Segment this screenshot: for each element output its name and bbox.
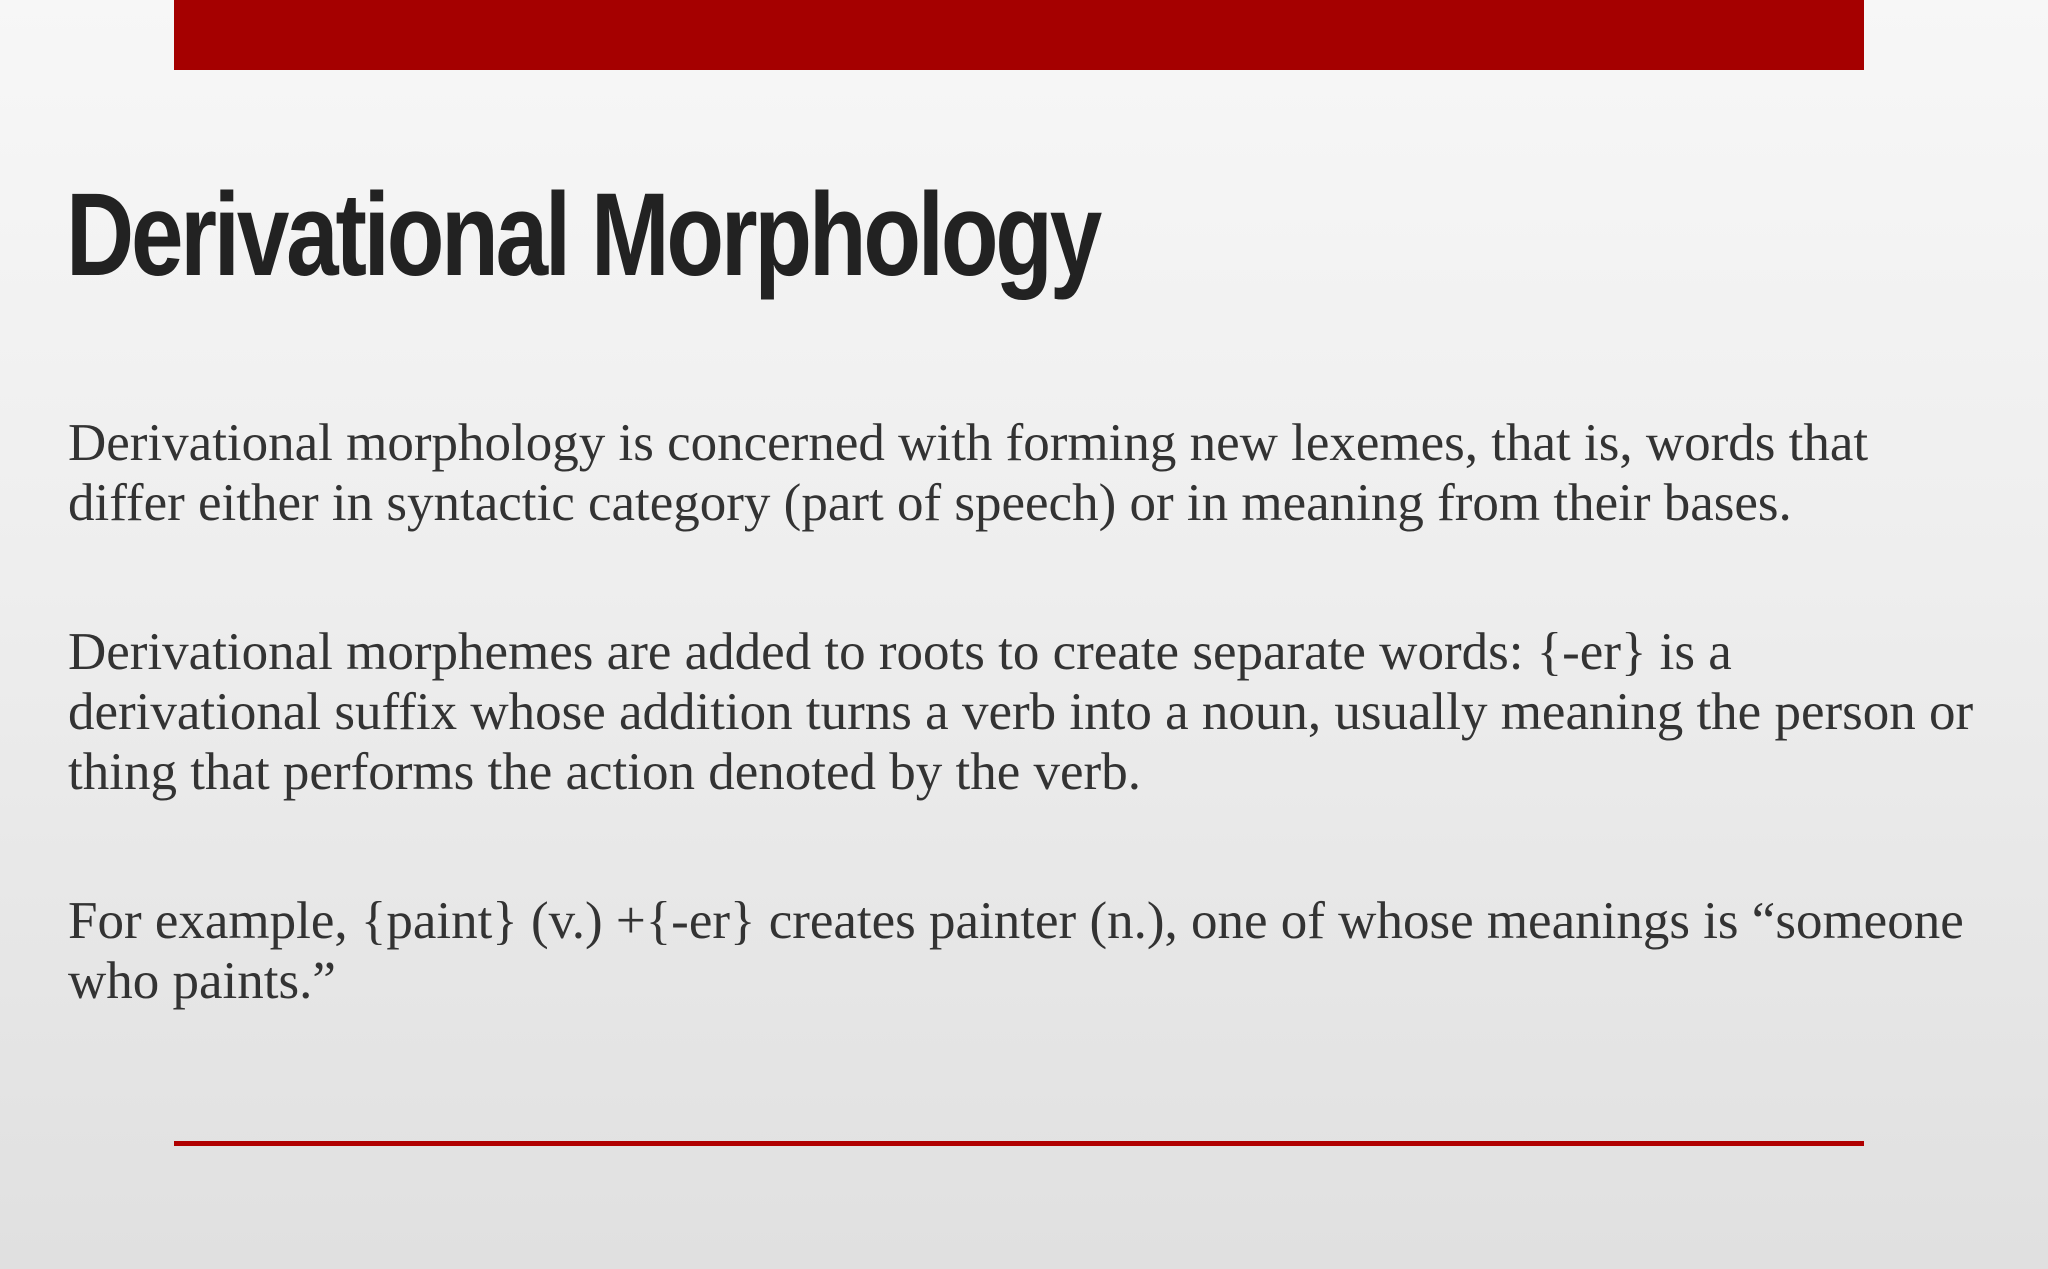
paragraph-definition: Derivational morphology is concerned with forming new lexemes, that is, words that differ either in syntactic category (part of speech) or in meaning from their bases. [68,414,1869,532]
slide-title: Derivational Morphology [66,169,1100,301]
paragraph-morphemes: Derivational morphemes are added to roots to create separate words: {-er} is a derivational suffix whose addition turns a verb into a noun, usually meaning the person or thing that performs the action denoted by the verb. [68,623,1974,801]
slide-body [68,413,1988,1100]
bottom-divider [174,1141,1864,1146]
top-accent-bar [174,0,1864,70]
paragraph-example: For example, {paint} (v.) +{-er} creates painter (n.), one of whose meanings is “someone who paints.” [68,892,1964,1010]
